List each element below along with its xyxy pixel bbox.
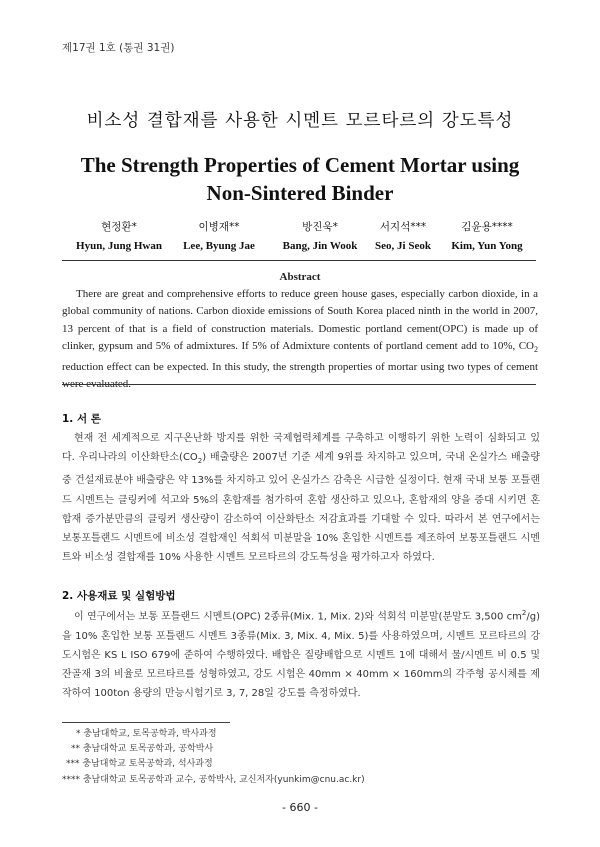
divider-top (62, 260, 536, 261)
author-name-english: Bang, Jin Wook (282, 240, 358, 252)
author-5 (432, 219, 542, 252)
section-1-text-1: 현재 전 세계적으로 지구온난화 방지를 위한 국제협력체계를 구축하고 이행하기 위한 노력이 심화되고 있다. 우리나라의 이산화탄소(CO (62, 433, 540, 464)
english-title (0, 151, 600, 207)
english-title-line-1: The Strength Properties of Cement Mortar using (80, 153, 520, 177)
author-name-english: Lee, Byung Jae (183, 240, 255, 252)
author-1 (64, 219, 174, 252)
korean-title: 비소성 결합재를 사용한 시멘트 모르타르의 강도특성 (86, 111, 514, 131)
footnote-3: *** 충남대학교 토목공학과, 석사과정 (66, 759, 213, 770)
footnote-4: **** 충남대학교 토목공학과 교수, 공학박사, 교신저자(yunkim@cnu.ac.kr) (62, 774, 365, 785)
footnote-2: ** 충남대학교 토목공학과, 공학박사 (71, 744, 214, 755)
journal-volume-header: 제17권 1호 (통권 31권) (62, 42, 175, 54)
divider-bottom (62, 384, 536, 385)
author-name-korean: 김윤용**** (461, 221, 513, 233)
abstract-text-2: reduction effect can be expected. In this study, the strength properties of mortar using two types of cement were evaluated. (62, 360, 538, 391)
author-name-korean: 방진욱* (302, 221, 338, 233)
section-2-text-2: /g)을 10% 혼입한 보통 포틀랜드 시멘트 3종류(Mix. 3, Mix. 4, Mix. 5)를 사용하였으며, 시멘트 모르타르의 강도시험은 KS L ISO 679에 준하여 수행하였다. 배합은 질량배합으로 시멘트 1에 대해서 물/시멘트 비 0.5 및 잔골재 3의 비율로 모르타르를 성형하였고, 강도 시험은 40mm × 40mm × 160mm의 각주형 공시체를 제작하여 100ton 용량의 만능시험기로 3, 7, 28일 강도를 측정하였다. (62, 611, 540, 700)
author-name-english: Seo, Ji Seok (375, 240, 431, 252)
author-name-korean: 서지석*** (379, 221, 427, 233)
section-2-text-1: 이 연구에서는 보통 포틀랜드 시멘트(OPC) 2종류(Mix. 1, Mix. 2)와 석회석 미분말(분말도 3,500 cm (74, 611, 522, 623)
section-1-text-2: ) 배출량은 2007년 기준 세계 9위를 차지하고 있으며, 국내 온실가스 배출량 중 건설재료분야 배출량은 약 13%를 차지하고 있어 온실가스 감축은 시급한 실정이다. 현재 국내 보통 포틀랜드 시멘트는 클링커에 석고와 5%의 혼합재를 첨가하여 혼합 생산하고 있으나, 혼합재의 양을 증대 시키면 혼합재 증가분만큼의 클링커 생산량이 감소하여 이산화탄소 저감효과를 기대할 수 있다. 따라서 본 연구에서는 보통포틀랜드 시멘트에 비소성 결합재인 석회석 미분말을 10% 혼입한 시멘트를 제조하여 보통포틀랜드 시멘트와 비소성 결합재를 10% 사용한 시멘트 모르타르의 강도특성을 평가하고자 하였다. (62, 452, 540, 564)
author-name-english: Hyun, Jung Hwan (76, 240, 162, 252)
abstract-body (62, 286, 538, 394)
abstract-subscript: 2 (534, 345, 538, 355)
page-number: - 660 - (282, 801, 318, 814)
section-2-heading: 2. 사용재료 및 실험방법 (62, 590, 176, 602)
section-1-subscript: 2 (197, 457, 203, 466)
author-2 (164, 219, 274, 252)
english-title-line-2: Non-Sintered Binder (206, 181, 394, 205)
section-2-superscript: 2 (521, 609, 527, 617)
section-1-body (62, 429, 540, 567)
footnote-divider (62, 722, 230, 723)
abstract-heading: Abstract (279, 271, 321, 283)
author-name-english: Kim, Yun Yong (451, 240, 523, 252)
footnotes (62, 727, 542, 788)
footnote-1: * 충남대학교, 토목공학과, 박사과정 (76, 729, 217, 739)
author-name-korean: 이병재** (198, 221, 240, 233)
author-name-korean: 현정환* (101, 221, 137, 233)
abstract-text-1: There are great and comprehensive efforts to reduce green house gases, especially carbon dioxide, in a global community of nations. Carbon dioxide emissions of South Korea placed ninth in the world in 2007, 13 percent of that is a field of construction materials. Domestic portland cement(OPC) is made up of clinker, gypsum and 5% of admixtures. If 5% of Admixture contents of portland cement add to 10%, CO (62, 288, 538, 353)
section-1-heading: 1. 서 론 (62, 413, 101, 425)
section-2-body (62, 604, 540, 703)
